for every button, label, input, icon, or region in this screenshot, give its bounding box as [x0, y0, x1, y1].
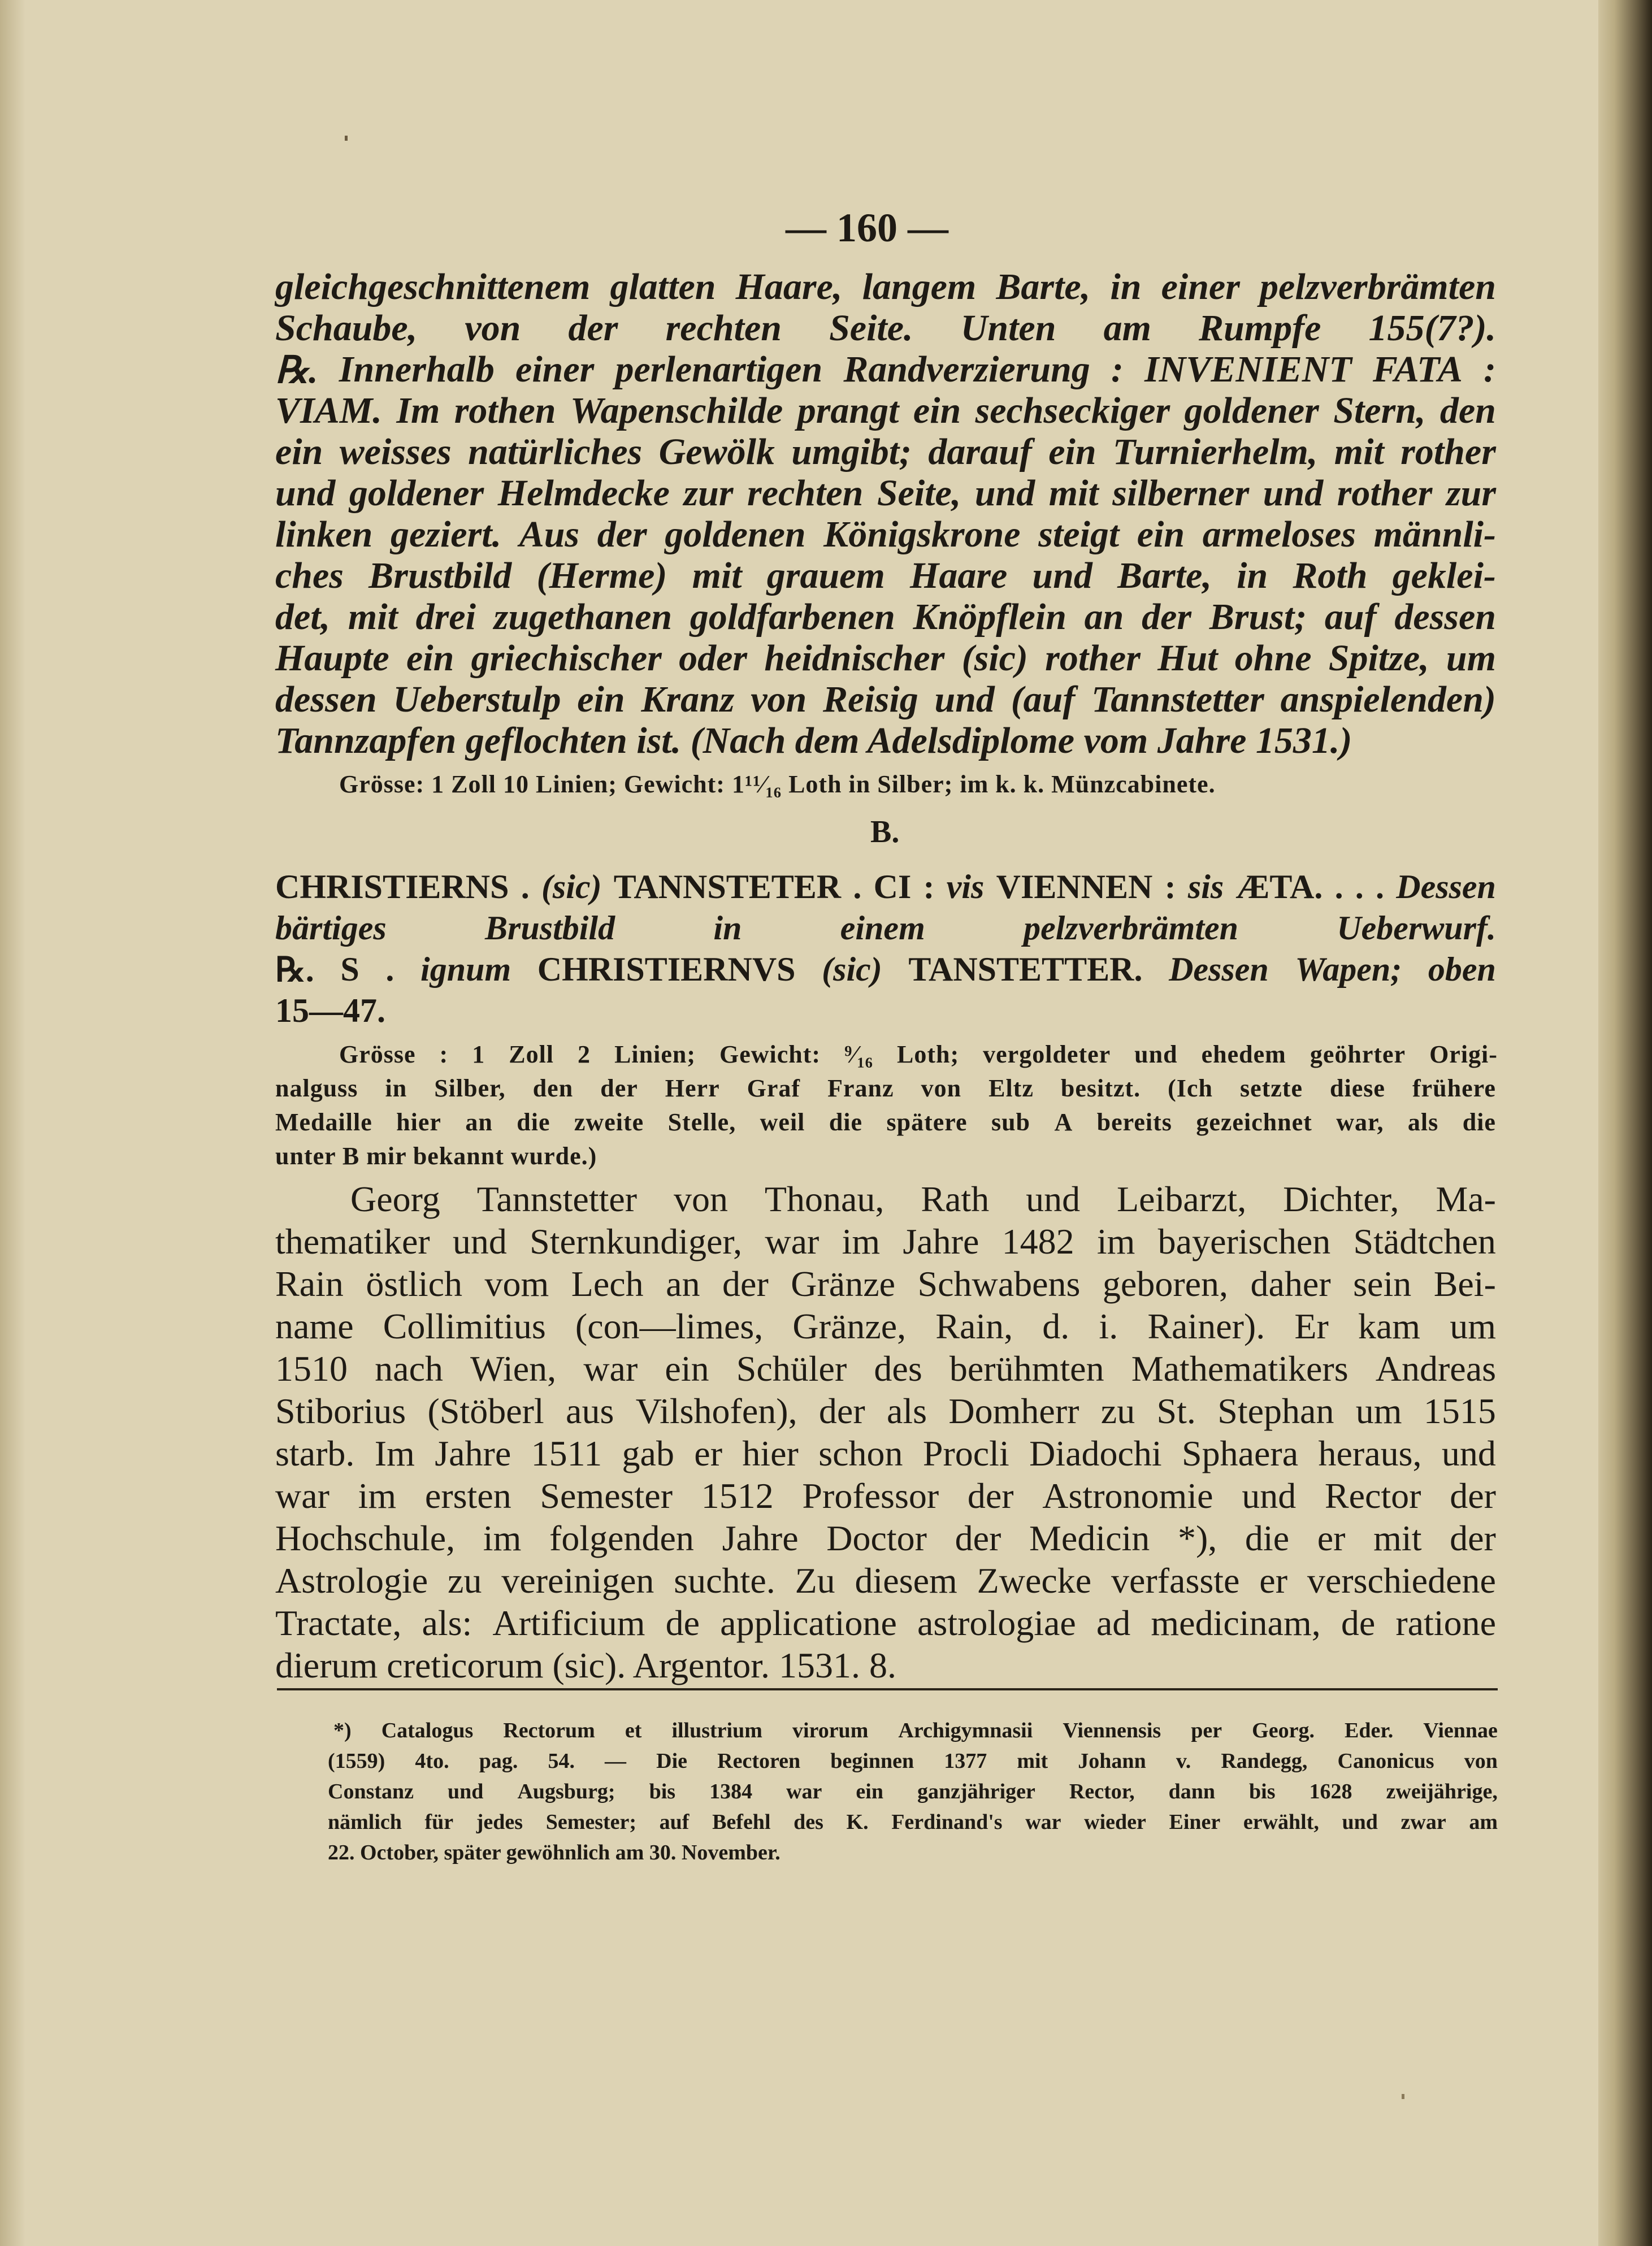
biography-line: 1510 nach Wien, war ein Schüler des berühmten Mathematikers Andreas	[275, 1349, 1496, 1389]
footnote-line: Constanz und Augsburg; bis 1384 war ein ganzjähriger Rector, dann bis 1628 zweijährige,	[328, 1780, 1498, 1803]
size-b-line: Grösse : 1 Zoll 2 Linien; Gewicht: ⁹⁄₁₆ Loth; vergoldeter und ehedem geöhrter Origi-	[339, 1040, 1498, 1068]
biography-line: Tractate, als: Artificium de applicatione astrologiae ad medicinam, de ratione	[275, 1603, 1496, 1643]
medal-b-line: CHRISTIERNS . (sic) TANNSTETER . CI : vis VIENNEN : sis ÆTA. . . . Dessen	[275, 868, 1496, 905]
medal-b-line: ℞. S . ignum CHRISTIERNVS (sic) TANSTETTER. Dessen Wapen; oben	[275, 951, 1496, 988]
reverse-line: Haupte ein griechischer oder heidnischer (sic) rother Hut ohne Spitze, um	[275, 638, 1496, 679]
reverse-line: gleichgeschnittenem glatten Haare, langem Barte, in einer pelzverbrämten	[275, 266, 1496, 307]
section-b-heading: B.	[870, 814, 900, 849]
footnote-line: 22. October, später gewöhnlich am 30. November.	[328, 1841, 781, 1865]
biography-line: name Collimitius (con—limes, Gränze, Rain, d. i. Rainer). Er kam um	[275, 1306, 1496, 1346]
biography-line: war im ersten Semester 1512 Professor der Astronomie und Rector der	[275, 1476, 1496, 1516]
size-b-line: Medaille hier an die zweite Stelle, weil die spätere sub A bereits gezeichnet war, als die	[275, 1108, 1496, 1136]
footnote-line: nämlich für jedes Semester; auf Befehl des K. Ferdinand's war wieder Einer erwählt, und zwar am	[328, 1810, 1498, 1834]
reverse-line: ℞. Innerhalb einer perlenartigen Randverzierung : INVENIENT FATA :	[275, 349, 1496, 391]
book-binding	[1598, 0, 1652, 2246]
biography-line: Stiborius (Stöberl aus Vilshofen), der als Domherr zu St. Stephan um 1515	[275, 1391, 1496, 1431]
biography-line: Hochschule, im folgenden Jahre Doctor der Medicin *), die er mit der	[275, 1518, 1496, 1558]
reverse-line: linken geziert. Aus der goldenen Königskrone steigt ein armeloses männli-	[275, 514, 1496, 555]
reverse-line: und goldener Helmdecke zur rechten Seite, und mit silberner und rother zur	[275, 472, 1496, 514]
medal-b-line: 15—47.	[275, 992, 385, 1029]
size-b-line: nalguss in Silber, den der Herr Graf Franz von Eltz besitzt. (Ich setzte diese frühere	[275, 1074, 1496, 1102]
footnote-rule	[277, 1688, 1498, 1690]
reverse-line: dessen Ueberstulp ein Kranz von Reisig und (auf Tannstetter anspielenden)	[275, 679, 1496, 720]
ink-speck	[345, 136, 348, 141]
biography-line: Rain östlich vom Lech an der Gränze Schwabens geboren, daher sein Bei-	[275, 1264, 1496, 1304]
reverse-line: Schaube, von der rechten Seite. Unten am Rumpfe 155(7?).	[275, 307, 1496, 349]
page-number: — 160 —	[786, 205, 948, 250]
biography-line: thematiker und Sternkundiger, war im Jahre 1482 im bayerischen Städtchen	[275, 1221, 1496, 1261]
biography-line: dierum creticorum (sic). Argentor. 1531. 8.	[275, 1645, 896, 1685]
ink-speck	[1402, 2094, 1404, 2099]
reverse-line: ches Brustbild (Herme) mit grauem Haare und Barte, in Roth geklei-	[275, 555, 1496, 596]
footnote-line: *) Catalogus Rectorum et illustrium virorum Archigymnasii Viennensis per Georg. Eder. Viennae	[333, 1719, 1498, 1742]
reverse-line: VIAM. Im rothen Wapenschilde prangt ein sechseckiger goldener Stern, den	[275, 390, 1496, 431]
size-weight-a: Grösse: 1 Zoll 10 Linien; Gewicht: 1¹¹⁄₁₆ Loth in Silber; im k. k. Münzcabinete.	[339, 770, 1216, 798]
reverse-line: det, mit drei zugethanen goldfarbenen Knöpflein an der Brust; auf dessen	[275, 596, 1496, 638]
size-b-line: unter B mir bekannt wurde.)	[275, 1142, 597, 1170]
biography-line: Astrologie zu vereinigen suchte. Zu diesem Zwecke verfasste er verschiedene	[275, 1560, 1496, 1601]
medal-b-line: bärtiges Brustbild in einem pelzverbrämten Ueberwurf.	[275, 909, 1496, 947]
reverse-line: ein weisses natürliches Gewölk umgibt; darauf ein Turnierhelm, mit rother	[275, 431, 1496, 472]
footnote-line: (1559) 4to. pag. 54. — Die Rectoren beginnen 1377 mit Johann v. Randegg, Canonicus von	[328, 1749, 1498, 1773]
biography-line: Georg Tannstetter von Thonau, Rath und Leibarzt, Dichter, Ma-	[350, 1179, 1496, 1219]
biography-line: starb. Im Jahre 1511 gab er hier schon Procli Diadochi Sphaera heraus, und	[275, 1433, 1496, 1473]
reverse-line: Tannzapfen geflochten ist. (Nach dem Adelsdiplome vom Jahre 1531.)	[275, 720, 1352, 761]
page-edge-shadow	[0, 0, 25, 2246]
